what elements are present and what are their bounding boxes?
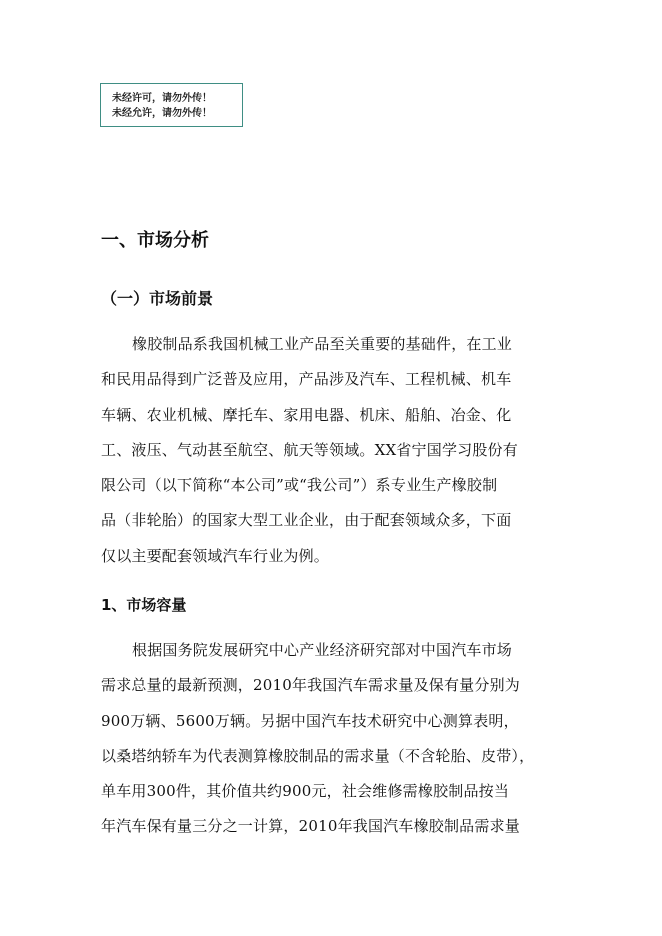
- confidential-notice-box: [100, 83, 243, 127]
- paragraph-line: 橡胶制品系我国机械工业产品至关重要的基础件，在工业: [132, 335, 513, 353]
- paragraph-line: 需求总量的最新预测，2010年我国汽车需求量及保有量分别为: [101, 676, 520, 695]
- notice-line-2: 未经允许，请勿外传！: [112, 108, 212, 119]
- paragraph-line: 年汽车保有量三分之一计算，2010年我国汽车橡胶制品需求量: [101, 817, 520, 836]
- paragraph-line: 900万辆、5600万辆。另据中国汽车技术研究中心测算表明，: [101, 711, 519, 730]
- paragraph-line: 仅以主要配套领域汽车行业为例。: [101, 546, 330, 565]
- subsection-heading-market-capacity: 1、市场容量: [101, 596, 187, 614]
- paragraph-line: 以桑塔纳轿车为代表测算橡胶制品的需求量（不含轮胎、皮带），: [101, 746, 535, 765]
- paragraph-line: 车辆、农业机械、摩托车、家用电器、机床、船舶、冶金、化: [101, 405, 512, 424]
- section-heading-market-analysis: 一、市场分析: [101, 230, 209, 251]
- notice-line-1: 未经许可，请勿外传！: [112, 93, 212, 104]
- paragraph-line: 单车用300件，其价值共约900元，社会维修需橡胶制品按当: [101, 782, 510, 801]
- paragraph-line: 工、液压、气动甚至航空、航天等领域。XX省宁国学习股份有: [101, 440, 518, 459]
- paragraph-market-prospect: [101, 327, 518, 574]
- paragraph-line: 品（非轮胎）的国家大型工业企业，由于配套领域众多，下面: [101, 511, 512, 530]
- paragraph-market-capacity: [101, 633, 534, 845]
- subsection-heading-market-prospect: （一）市场前景: [101, 289, 214, 308]
- paragraph-line: 限公司（以下简称“本公司”或“我公司”）系专业生产橡胶制: [101, 476, 498, 495]
- paragraph-line: 和民用品得到广泛普及应用，产品涉及汽车、工程机械、机车: [101, 370, 512, 389]
- paragraph-line: 根据国务院发展研究中心产业经济研究部对中国汽车市场: [132, 641, 513, 659]
